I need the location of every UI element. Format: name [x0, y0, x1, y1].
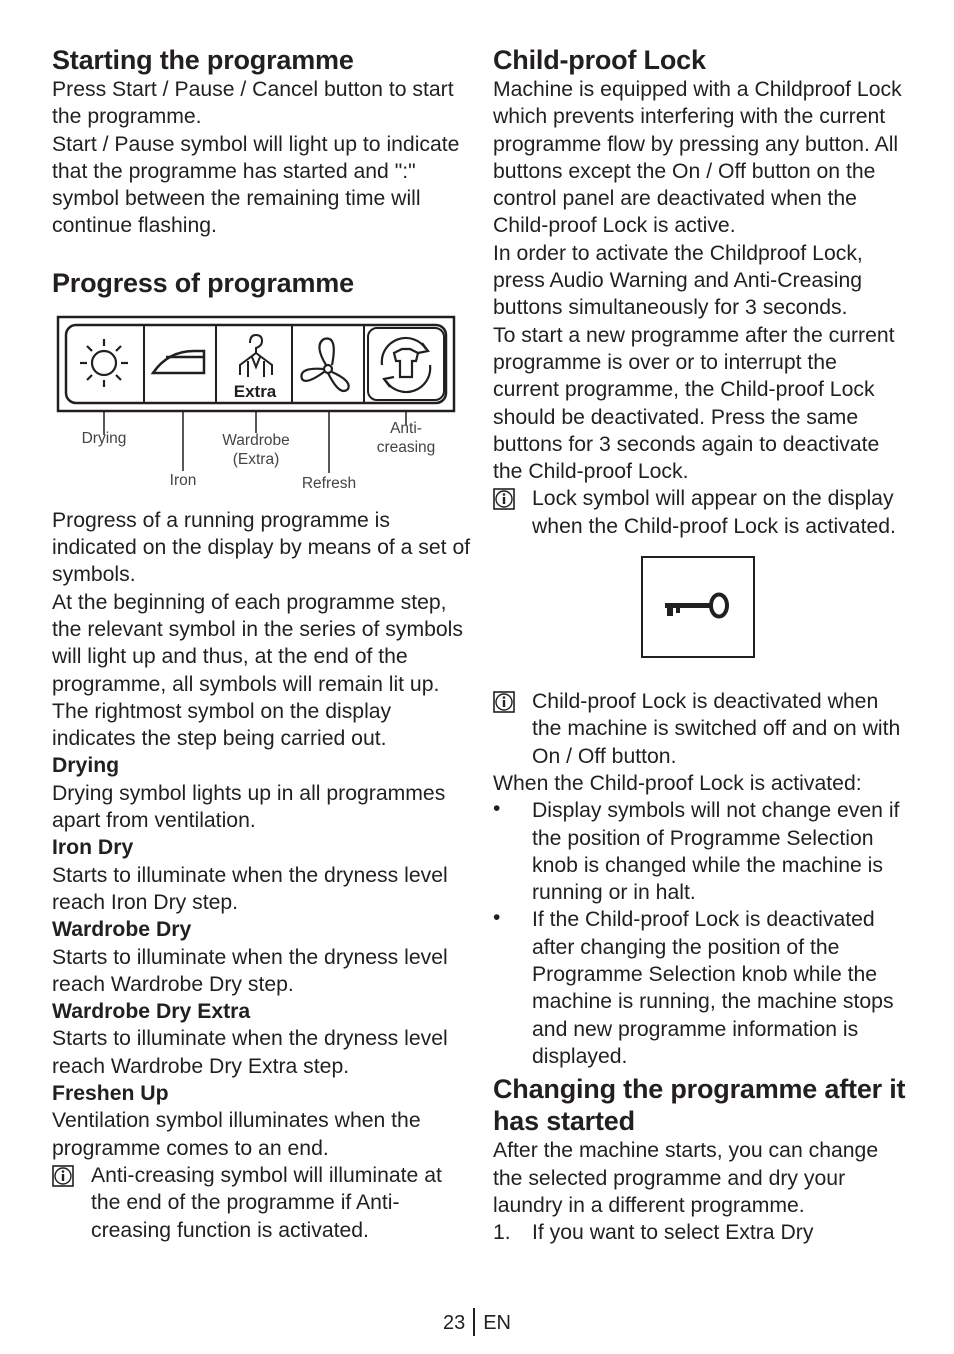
bullet-item	[493, 797, 908, 906]
label-iron: Iron	[169, 471, 197, 489]
bullet-text: Display symbols will not change even if the position of Programme Selection knob is changed while the machine is running or in halt.	[532, 799, 900, 905]
bullet-text: If the Child-proof Lock is deactivated after changing the position of the Programme Selection knob while the machine is running, the machine stops and new programme information is displayed.	[532, 908, 894, 1068]
changing-programme-text: After the machine starts, you can change the selected programme and dry your laundry in a different programme.	[493, 1139, 879, 1217]
key-icon	[663, 590, 733, 624]
child-proof-lock-text: Machine is equipped with a Childproof Lock which prevents interfering with the current programme flow by pressing any button. All buttons except the On / Off button on the control panel are deactivated when the Child-proof Lock is active. In order to activate the Childproof Lock, press Audio Warning and Anti-Creasing buttons simultaneously for 3 seconds. To start a new programme after the current programme is over or to interrupt the current programme, the Child-proof Lock should be deactivated. Press the same buttons for 3 seconds again to deactivate the Child-proof Lock.	[493, 78, 902, 484]
label-drying: Drying	[81, 429, 127, 447]
subheading-iron-dry: Iron Dry	[52, 836, 134, 860]
note-lock-symbol	[493, 485, 908, 540]
refresh-fan-icon	[301, 338, 348, 390]
info-icon	[493, 691, 515, 713]
label-refresh: Refresh	[301, 474, 357, 492]
note-lock-symbol-text: Lock symbol will appear on the display when the Child-proof Lock is activated.	[532, 487, 896, 538]
bullet-dot: •	[493, 906, 501, 930]
heading-changing-programme: Changing the programme after it has started	[493, 1074, 906, 1137]
note-lock-deactivated	[493, 688, 908, 770]
lock-symbol-box	[641, 556, 755, 658]
language-code: EN	[483, 1312, 512, 1334]
heading-child-proof-lock: Child-proof Lock	[493, 45, 706, 75]
info-icon	[52, 1165, 74, 1187]
label-wardrobe-extra: Wardrobe (Extra)	[222, 431, 290, 468]
iron-icon	[153, 351, 204, 373]
numbered-item	[493, 1219, 908, 1246]
heading-starting-programme: Starting the programme	[52, 45, 354, 75]
progress-text: Progress of a running programme is indicated on the display by means of a set of symbols. At the beginning of each programme step, the relevant symbol in the series of symbols will light up and thus, at the end of the programme, all symbols will remain lit up. The rightmost symbol on the display indicates the step being carried out.	[52, 508, 471, 751]
wardrobe-dry-text: Starts to illuminate when the dryness level reach Wardrobe Dry step.	[52, 945, 448, 996]
drying-sun-icon	[80, 339, 128, 387]
page-footer	[0, 1308, 954, 1336]
freshen-up-text: Ventilation symbol illuminates when the programme comes to an end.	[52, 1109, 421, 1160]
note-anti-creasing-text: Anti-creasing symbol will illuminate at the end of the programme if Anti-creasing function is activated.	[91, 1163, 442, 1242]
anti-creasing-icon	[382, 338, 430, 392]
note-anti-creasing	[52, 1162, 472, 1244]
page-number: 23	[442, 1312, 466, 1334]
lock-activated-intro: When the Child-proof Lock is activated:	[493, 771, 862, 795]
progress-symbols-diagram	[56, 315, 456, 495]
heading-progress-programme: Progress of programme	[52, 267, 354, 298]
subheading-wardrobe-dry: Wardrobe Dry	[52, 918, 192, 942]
right-column	[493, 44, 908, 1246]
wardrobe-hanger-icon	[240, 335, 272, 377]
subheading-drying: Drying	[52, 754, 120, 778]
left-column	[52, 44, 472, 1244]
subheading-wardrobe-dry-extra: Wardrobe Dry Extra	[52, 1000, 251, 1024]
info-icon	[493, 488, 515, 510]
bullet-dot: •	[493, 797, 501, 821]
label-anti-creasing: Anti- creasing	[376, 419, 436, 456]
extra-label: Extra	[233, 381, 277, 401]
note-lock-deactivated-text: Child-proof Lock is deactivated when the machine is switched off and on with On / Off button.	[532, 690, 901, 768]
numbered-item-text: If you want to select Extra Dry	[532, 1221, 814, 1245]
wardrobe-dry-extra-text: Starts to illuminate when the dryness level reach Wardrobe Dry Extra step.	[52, 1027, 448, 1078]
starting-programme-text: Press Start / Pause / Cancel button to start the programme. Start / Pause symbol will light up to indicate that the programme has started and ":" symbol between the remaining time will continue flashing.	[52, 78, 460, 238]
drying-text: Drying symbol lights up in all programmes apart from ventilation.	[52, 781, 446, 833]
bullet-item	[493, 906, 908, 1070]
footer-separator	[473, 1308, 475, 1336]
subheading-freshen-up: Freshen Up	[52, 1082, 169, 1106]
item-number: 1.	[493, 1221, 511, 1245]
iron-dry-text: Starts to illuminate when the dryness level reach Iron Dry step.	[52, 863, 448, 914]
